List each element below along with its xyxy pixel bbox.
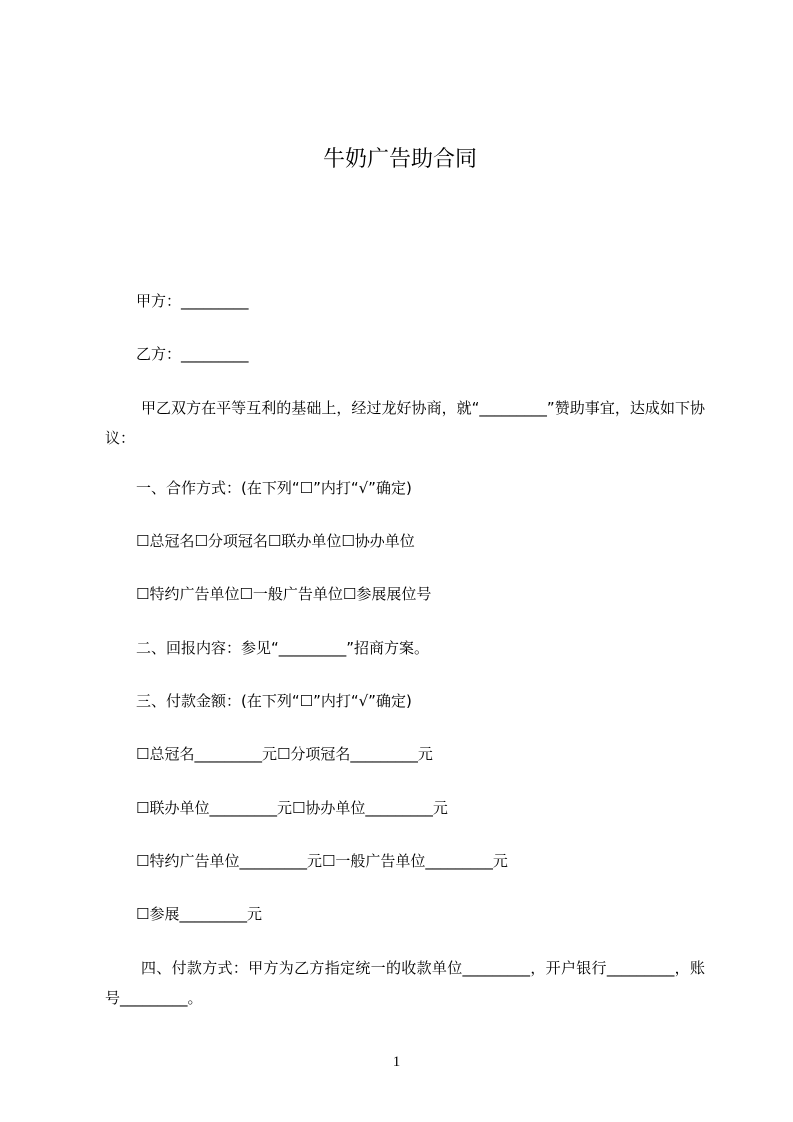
cooperation-options-row-2: ☐特约广告单位☐一般广告单位☐参展展位号 <box>136 585 432 603</box>
party-a-line: 甲方：_________ <box>136 292 249 310</box>
amount-row-4: ☐参展_________元 <box>136 905 262 923</box>
section3-heading: 三、付款金额：(在下列“☐”内打“√”确定) <box>136 692 412 710</box>
document-title: 牛奶广告助合同 <box>322 147 477 172</box>
amount-row-2: ☐联办单位_________元☐协办单位_________元 <box>136 799 448 817</box>
section2-return-content: 二、回报内容：参见“_________”招商方案。 <box>136 639 430 657</box>
section4-payment-method: 四、付款方式：甲方为乙方指定统一的收款单位_________，开户银行_________，账号_________。 <box>105 959 705 1007</box>
intro-paragraph: 甲乙双方在平等互利的基础上，经过龙好协商，就“_________”赞助事宜，达成如下协议： <box>105 399 705 447</box>
amount-row-1: ☐总冠名_________元☐分项冠名_________元 <box>136 745 433 763</box>
amount-row-3: ☐特约广告单位_________元☐一般广告单位_________元 <box>136 852 508 870</box>
cooperation-options-row-1: ☐总冠名☐分项冠名☐联办单位☐协办单位 <box>136 532 415 550</box>
page-number: 1 <box>392 1054 401 1070</box>
party-b-line: 乙方：_________ <box>136 345 249 363</box>
section1-heading: 一、合作方式：(在下列“☐”内打“√”确定) <box>136 479 412 497</box>
